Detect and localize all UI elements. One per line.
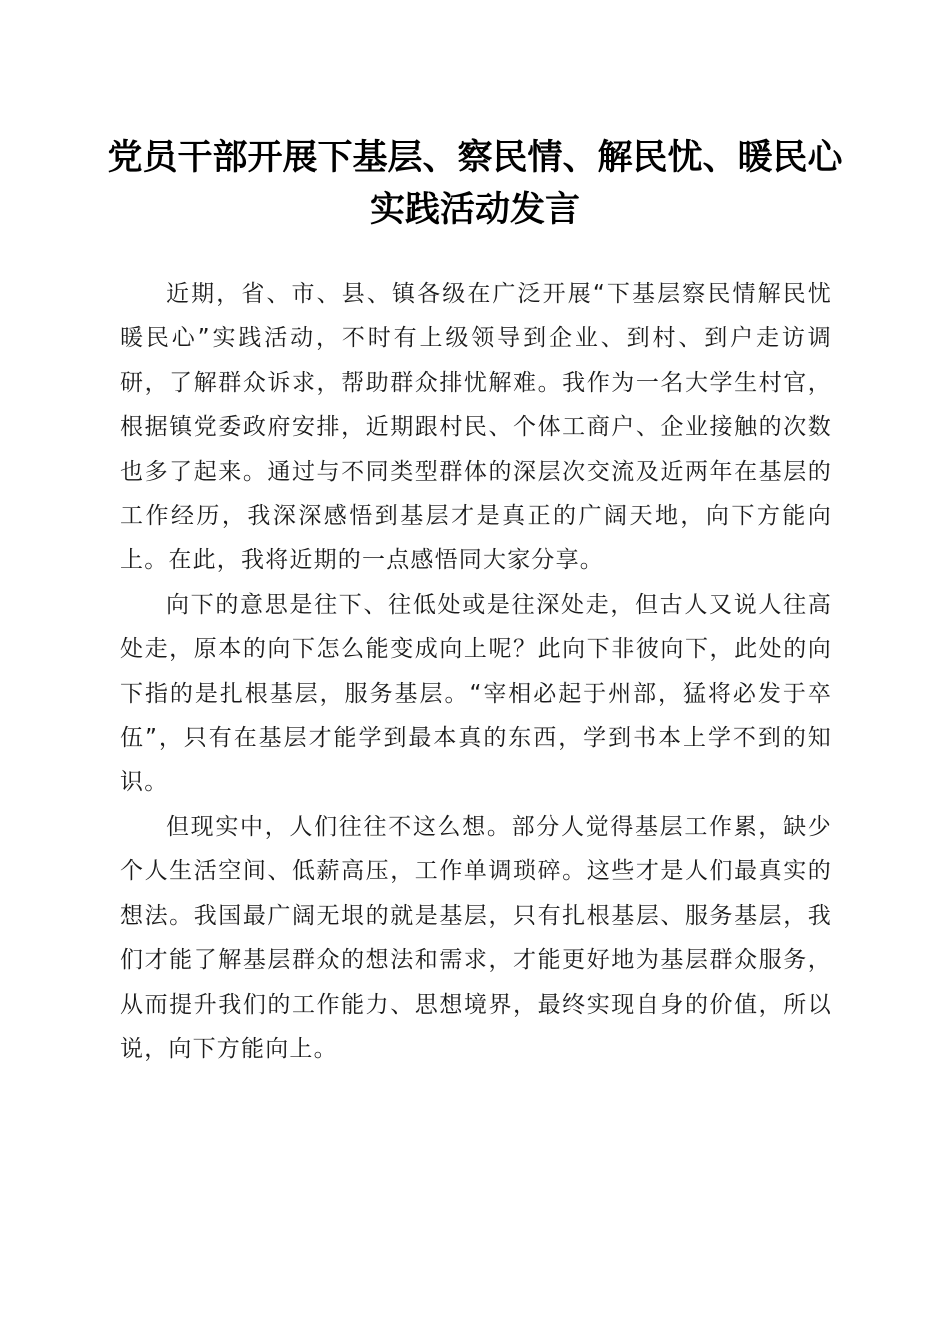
document-body [120,272,832,1071]
paragraph: 近期，省、市、县、镇各级在广泛开展“下基层察民情解民忧暖民心”实践活动，不时有上级领导到企业、到村、到户走访调研，了解群众诉求，帮助群众排忧解难。我作为一名大学生村官，根据镇党委政府安排，近期跟村民、个体工商户、企业接触的次数也多了起来。通过与不同类型群体的深层次交流及近两年在基层的工作经历，我深深感悟到基层才是真正的广阔天地，向下方能向上。在此，我将近期的一点感悟同大家分享。 [120,281,832,574]
paragraph: 向下的意思是往下、往低处或是往深处走，但古人又说人往高处走，原本的向下怎么能变成向上呢？此向下非彼向下，此处的向下指的是扎根基层，服务基层。“宰相必起于州部，猛将必发于卒伍”，只有在基层才能学到最本真的东西，学到书本上学不到的知识。 [120,591,832,796]
paragraph: 但现实中，人们往往不这么想。部分人觉得基层工作累，缺少个人生活空间、低薪高压，工作单调琐碎。这些才是人们最真实的想法。我国最广阔无垠的就是基层，只有扎根基层、服务基层，我们才能了解基层群众的想法和需求，才能更好地为基层群众服务，从而提升我们的工作能力、思想境界，最终实现自身的价值，所以说，向下方能向上。 [120,813,832,1062]
document-title: 党员干部开展下基层、察民情、解民忧、暖民心实践活动发言 [107,137,843,230]
